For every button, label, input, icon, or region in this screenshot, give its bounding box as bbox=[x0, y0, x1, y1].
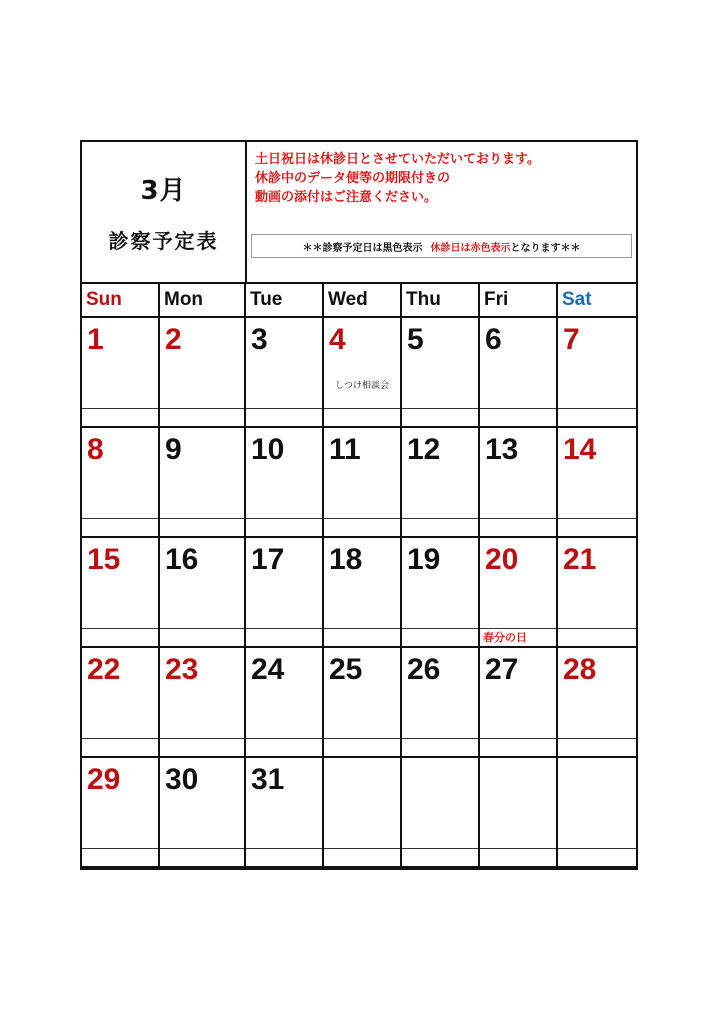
weekday-fri: Fri bbox=[480, 284, 558, 318]
memo-band bbox=[324, 408, 400, 426]
day-cell bbox=[160, 758, 246, 868]
day-number: 18 bbox=[329, 543, 363, 576]
memo-band bbox=[160, 848, 244, 866]
memo-band bbox=[480, 848, 556, 866]
calendar-header bbox=[82, 142, 636, 284]
weekday-wed: Wed bbox=[324, 284, 402, 318]
legend-red: 休診日は赤色表示 bbox=[430, 242, 511, 254]
day-number: 11 bbox=[329, 433, 361, 466]
memo-band bbox=[160, 408, 244, 426]
day-number: 6 bbox=[485, 323, 502, 356]
memo-band bbox=[402, 628, 478, 646]
day-cell bbox=[480, 428, 558, 538]
notice-line: 動画の添付はご注意ください。 bbox=[255, 190, 438, 205]
legend-suffix: となります＊＊ bbox=[510, 242, 581, 254]
notice-box bbox=[247, 142, 636, 282]
day-number: 12 bbox=[407, 433, 441, 466]
day-cell bbox=[82, 538, 160, 648]
day-number: 31 bbox=[251, 763, 285, 796]
day-number: 16 bbox=[165, 543, 199, 576]
day-number: 1 bbox=[87, 323, 104, 356]
memo-band bbox=[160, 628, 244, 646]
day-cell bbox=[402, 538, 480, 648]
memo-band bbox=[558, 628, 636, 646]
day-number: 21 bbox=[563, 543, 597, 576]
day-number: 22 bbox=[87, 653, 121, 686]
day-cell bbox=[160, 318, 246, 428]
memo-band bbox=[246, 848, 322, 866]
day-number: 29 bbox=[87, 763, 121, 796]
memo-band bbox=[558, 848, 636, 866]
day-number: 23 bbox=[165, 653, 199, 686]
day-number: 27 bbox=[485, 653, 519, 686]
day-cell bbox=[558, 758, 636, 868]
day-cell bbox=[160, 428, 246, 538]
day-cell bbox=[246, 538, 324, 648]
memo-band bbox=[558, 408, 636, 426]
memo-band bbox=[246, 408, 322, 426]
memo-band bbox=[402, 848, 478, 866]
title-box bbox=[82, 142, 247, 282]
day-cell bbox=[160, 538, 246, 648]
memo-band bbox=[324, 518, 400, 536]
memo-band bbox=[402, 518, 478, 536]
day-cell bbox=[324, 318, 402, 428]
memo-band bbox=[558, 738, 636, 756]
notice-line: 休診中のデータ便等の期限付きの bbox=[255, 171, 451, 186]
weekday-thu: Thu bbox=[402, 284, 480, 318]
weekday-sat: Sat bbox=[558, 284, 636, 318]
memo-band bbox=[82, 628, 158, 646]
day-cell bbox=[82, 758, 160, 868]
memo-band bbox=[160, 738, 244, 756]
memo-band bbox=[246, 628, 322, 646]
day-number: 10 bbox=[251, 433, 285, 466]
day-number: 26 bbox=[407, 653, 441, 686]
day-number: 17 bbox=[251, 543, 285, 576]
notice-text bbox=[255, 150, 630, 207]
memo-band bbox=[480, 518, 556, 536]
day-number: 7 bbox=[563, 323, 580, 356]
day-cell bbox=[324, 538, 402, 648]
day-number: 28 bbox=[563, 653, 597, 686]
notice-line: 土日祝日は休診日とさせていただいております。 bbox=[255, 152, 540, 167]
day-number: 25 bbox=[329, 653, 363, 686]
memo-band bbox=[324, 628, 400, 646]
day-cell bbox=[82, 318, 160, 428]
memo-band bbox=[246, 518, 322, 536]
day-cell bbox=[558, 428, 636, 538]
memo-band bbox=[480, 738, 556, 756]
day-number: 3 bbox=[251, 323, 268, 356]
day-number: 8 bbox=[87, 433, 104, 466]
memo-band bbox=[402, 738, 478, 756]
day-cell bbox=[480, 758, 558, 868]
weekday-tue: Tue bbox=[246, 284, 324, 318]
memo-band bbox=[480, 408, 556, 426]
day-number: 30 bbox=[165, 763, 199, 796]
holiday-label: 春分の日 bbox=[480, 628, 556, 646]
schedule-title: 診察予定表 bbox=[108, 229, 219, 253]
day-cell bbox=[402, 758, 480, 868]
legend-prefix: ＊＊診察予定日は黒色表示 bbox=[302, 242, 423, 254]
day-number: 19 bbox=[407, 543, 441, 576]
color-legend bbox=[251, 234, 632, 258]
day-cell bbox=[246, 428, 324, 538]
memo-band bbox=[82, 408, 158, 426]
day-cell bbox=[82, 428, 160, 538]
day-cell bbox=[246, 318, 324, 428]
calendar-sheet bbox=[80, 140, 638, 870]
day-cell bbox=[402, 318, 480, 428]
weekday-mon: Mon bbox=[160, 284, 246, 318]
day-cell bbox=[324, 648, 402, 758]
memo-band bbox=[324, 738, 400, 756]
day-cell bbox=[558, 538, 636, 648]
month-title: 3月 bbox=[140, 176, 187, 206]
day-number: 2 bbox=[165, 323, 182, 356]
day-cell bbox=[480, 318, 558, 428]
day-cell bbox=[480, 648, 558, 758]
day-number: 9 bbox=[165, 433, 182, 466]
day-number: 15 bbox=[87, 543, 121, 576]
memo-band bbox=[160, 518, 244, 536]
weekday-sun: Sun bbox=[82, 284, 160, 318]
memo-band bbox=[324, 848, 400, 866]
day-number: 24 bbox=[251, 653, 285, 686]
memo-band bbox=[402, 408, 478, 426]
day-cell bbox=[558, 648, 636, 758]
day-cell bbox=[480, 538, 558, 648]
day-cell bbox=[324, 758, 402, 868]
day-cell bbox=[160, 648, 246, 758]
day-cell bbox=[402, 648, 480, 758]
day-number: 14 bbox=[563, 433, 597, 466]
event-note: しつけ相談会 bbox=[334, 381, 389, 391]
day-cell bbox=[82, 648, 160, 758]
calendar-grid bbox=[82, 284, 636, 868]
memo-band bbox=[82, 518, 158, 536]
memo-band bbox=[82, 738, 158, 756]
day-number: 13 bbox=[485, 433, 519, 466]
day-cell bbox=[246, 758, 324, 868]
memo-band bbox=[558, 518, 636, 536]
day-cell bbox=[324, 428, 402, 538]
memo-band bbox=[82, 848, 158, 866]
day-cell bbox=[246, 648, 324, 758]
day-number: 20 bbox=[485, 543, 519, 576]
day-cell bbox=[402, 428, 480, 538]
day-cell bbox=[558, 318, 636, 428]
memo-band bbox=[246, 738, 322, 756]
day-number: 5 bbox=[407, 323, 424, 356]
day-number: 4 bbox=[329, 323, 346, 356]
